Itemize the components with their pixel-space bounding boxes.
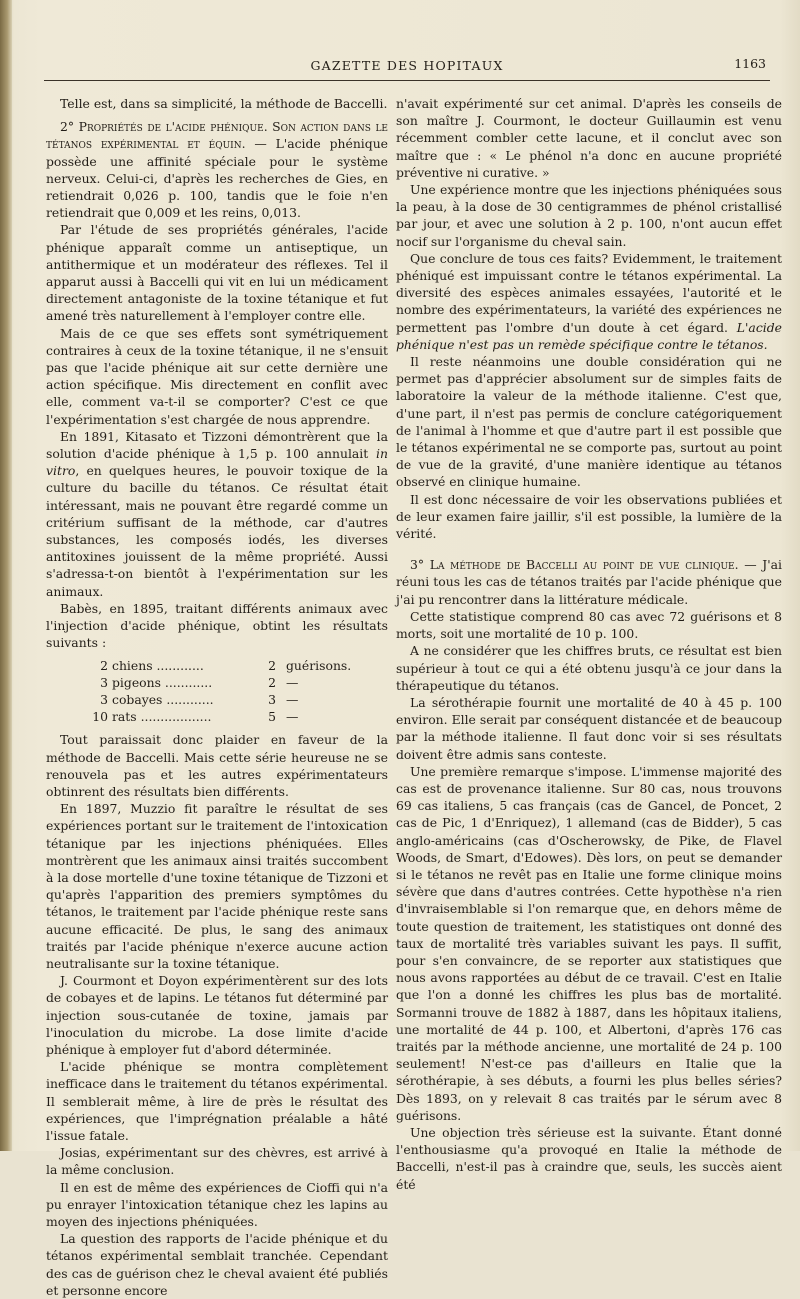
page-binding-edge [0,0,12,1151]
left-column [46,95,389,1298]
paragraph: En 1897, Muzzio fit paraître le résultat de ses expériences portant sur le traitement de l'intoxication tétanique par les injections phéniquées. Elles montrèrent que les animaux ainsi traités succombent à la dose mortelle d'une toxine tétanique de Tizzoni et qu'après l'apparition des premiers symptômes du tétanos, le traitement par l'acide phénique reste sans aucune efficacité. De plus, le sang des animaux traités par l'acide phénique n'exerce aucune action neutralisante sur la toxine tétanique. [46,801,388,971]
count: 3 [100,674,108,690]
animal: cobayes ............ [112,691,214,707]
unit: guérisons. [286,657,352,673]
animal: rats .................. [112,709,212,725]
paragraph: Cette statistique comprend 80 cas avec 72 guérisons et 8 morts, soit une mortalité de 10 p. 100. [396,608,782,642]
page-number: 1163 [734,56,766,71]
paragraph [46,428,388,600]
cured-count: 5 [268,709,276,725]
article-body [46,95,782,1298]
paragraph: Babès, en 1895, traitant différents animaux avec l'injection d'acide phénique, obtint les résultats suivants : [46,600,388,651]
paragraph: Il en est de même des expériences de Cioffi qui n'a pu enrayer l'intoxication tétanique chez les lapins au moyen des injections phéniquées. [46,1179,388,1229]
italic-text: in vitro [46,446,388,479]
journal-title: GAZETTE DES HOPITAUX [310,58,504,73]
paragraph: Tout paraissait donc plaider en faveur de la méthode de Baccelli. Mais cette série heureuse ne se renouvela pas et les autres expérimentateurs obtinrent des résultats bien différents. [46,732,388,799]
paragraph: n'avait expérimenté sur cet animal. D'après les conseils de son maître J. Courmont, le docteur Guillaumin est venu récemment combler cette lacune, et il conclut avec son maître que : « Le phénol n'a donc en aucune propriété préventive ni curative. » [396,96,782,180]
paragraph: Une expérience montre que les injections phéniquées sous la peau, à la dose de 30 centigrammes de phénol cristallisé par jour, et avec une solution à 2 p. 100, n'ont aucun effet nocif sur l'organisme du cheval sain. [396,182,782,249]
cured-count: 3 [268,691,276,707]
paragraph: La question des rapports de l'acide phénique et du tétanos expérimental semblait tranchée. Cependant des cas de guérison chez le cheval avaient été publiés et personne encore [46,1231,388,1298]
results-list [86,657,353,726]
section-3-paragraph [396,556,782,608]
paragraph: A ne considérer que les chiffres bruts, ce résultat est bien supérieur à tout ce qui a été obtenu jusqu'à ce jour dans la thérapeutique du tétanos. [396,643,782,693]
unit: — [286,691,299,707]
section-text: — L'acide phénique possède une affinité spéciale pour le système nerveux. Celui-ci, d'après les recherches de Gies, en retiendrait 0,026 p. 100, tandis que le foie n'en retiendrait que 0,009 et les reins, 0,013. [46,136,389,221]
paragraph [396,250,782,353]
unit: — [286,674,299,690]
text-run: Que conclure de tous ces faits? Evidemment, le traitement phéniqué est impuissant contre le tétanos expérimental. La diversité des espèces animales essayées, l'autorité et le nombre des expérimentateurs, la variété des expériences ne permettent pas l'ombre d'un doute à cet égard. [396,250,782,335]
paragraph: L'acide phénique se montra complètement inefficace dans le traitement du tétanos expérimental. Il semblerait même, à lire de près le résultat des expériences, que l'imprégnation préalable a hâté l'issue fatale. [46,1059,388,1143]
header-rule [44,80,770,81]
animal: pigeons ............ [112,674,213,690]
paragraph: Il est donc nécessaire de voir les observations publiées et de leur examen faire jaillir, s'il est possible, la lumière de la vérité. [396,491,782,542]
animal: chiens ............ [112,657,204,673]
list-item [86,674,353,691]
page-header [44,58,770,80]
unit: — [286,709,299,725]
section-heading: 2° Propriétés de l'acide phénique. Son action dans le tétanos expérimental et équin. [46,119,388,152]
paragraph: Il reste néanmoins une double considération qui ne permet pas d'apprécier absolument sur de simples faits de laboratoire la valeur de la méthode italienne. C'est que, d'une part, il n'est pas permis de conclure catégoriquement de l'animal à l'homme et que d'autre part il est possible que le tétanos expérimental ne se comporte pas, surtout au point de vue de la gravité, d'une manière identique au tétanos observé en clinique humaine. [396,354,782,490]
paragraph: Josias, expérimentant sur des chèvres, est arrivé à la même conclusion. [46,1145,388,1178]
section-heading: 3° La méthode de Baccelli au point de vue clinique. [410,557,739,573]
right-column [396,95,782,1192]
paragraph: Une objection très sérieuse est la suivante. Étant donné l'enthousiasme qu'a provoqué en Italie la méthode de Baccelli, n'est-il pas à craindre que, seuls, les succès aient été [396,1124,782,1192]
section-text: — J'ai réuni tous les cas de tétanos traités par l'acide phénique que j'ai pu rencontrer dans la littérature médicale. [396,557,782,607]
list-item [86,657,353,674]
text-run: , en quelques heures, le pouvoir toxique de la culture du bacille du tétanos. Ce résultat était intéressant, mais ne pouvant être regardé comme un critérium suffisant de la méthode, car d'autres substances, les composés iodés, les diverses antitoxines jouissent de la même propriété. Aussi s'adressa-t-on bientôt à l'expérimentation sur les animaux. [46,463,388,599]
list-item [86,691,353,708]
paragraph: Par l'étude de ses propriétés générales, l'acide phénique apparaît comme un antiseptique, un antithermique et un modérateur des réflexes. Tel il apparut aussi à Baccelli qui vit en lui un médicament directement antagoniste de la toxine tétanique et fut amené très naturellement à l'employer contre elle. [46,222,388,324]
cured-count: 2 [268,674,276,690]
paragraph: J. Courmont et Doyon expérimentèrent sur des lots de cobayes et de lapins. Le tétanos fut déterminé par injection sous-cutanée de toxine, jamais par l'inoculation du microbe. La dose limite d'acide phénique à employer fut d'abord déterminée. [46,973,388,1057]
italic-text: L'acide phénique n'est pas un remède spécifique contre le tétanos. [396,319,782,352]
count: 3 [100,691,108,707]
cured-count: 2 [268,657,276,673]
text-run: En 1891, Kitasato et Tizzoni démontrèrent que la solution d'acide phénique à 1,5 p. 100 annulait [46,428,388,462]
paragraph: La sérothérapie fournit une mortalité de 40 à 45 p. 100 environ. Elle serait par conséquent distancée et de beaucoup par la méthode italienne. Il faut donc voir si ses résultats doivent être admis sans conteste. [396,694,782,762]
paragraph: Telle est, dans sa simplicité, la méthode de Baccelli. [60,96,388,111]
section-2-paragraph [46,118,388,221]
list-item [86,708,353,725]
paragraph: Mais de ce que ses effets sont symétriquement contraires à ceux de la toxine tétanique, il ne s'ensuit pas que l'acide phénique ait sur cette dernière une action spécifique. Mis directement en conflit avec elle, comment va-t-il se comporter? C'est ce que l'expérimentation s'est chargée de nous apprendre. [46,325,388,427]
count: 2 [100,657,108,673]
paragraph: Une première remarque s'impose. L'immense majorité des cas est de provenance italienne. Sur 80 cas, nous trouvons 69 cas italiens, 5 cas français (cas de Gancel, de Poncet, 2 cas de Pic, 1 d'Enriquez), 1 allemand (cas de Bidder), 5 cas anglo-américains (cas d'Oscherowsky, de Pike, de Flavel Woods, de Smart, d'Edowes). Dès lors, on peut se demander si le tétanos ne revêt pas en Italie une forme clinique moins sévère que dans d'autres contrées. Cette hypothèse n'a rien d'invraisemblable si l'on remarque que, en dehors même de toute question de traitement, les statistiques ont donné des taux de mortalité très variables suivant les pays. Il suffit, pour s'en convaincre, de se reporter aux statistiques que nous avons rapportées au début de ce travail. C'est en Italie que l'on a donné les chiffres les plus bas de mortalité. Sormanni trouve de 1882 à 1887, dans les hôpitaux italiens, une mortalité de 44 p. 100, et Albertoni, d'après 176 cas traités par la méthode ancienne, une mortalité de 24 p. 100 seulement! N'est-ce pas d'ailleurs en Italie que la sérothérapie, à ses débuts, a fourni les plus belles séries? Dès 1893, on y relevait 8 cas traités par le sérum avec 8 guérisons. [396,763,782,1123]
count: 10 [92,709,108,725]
